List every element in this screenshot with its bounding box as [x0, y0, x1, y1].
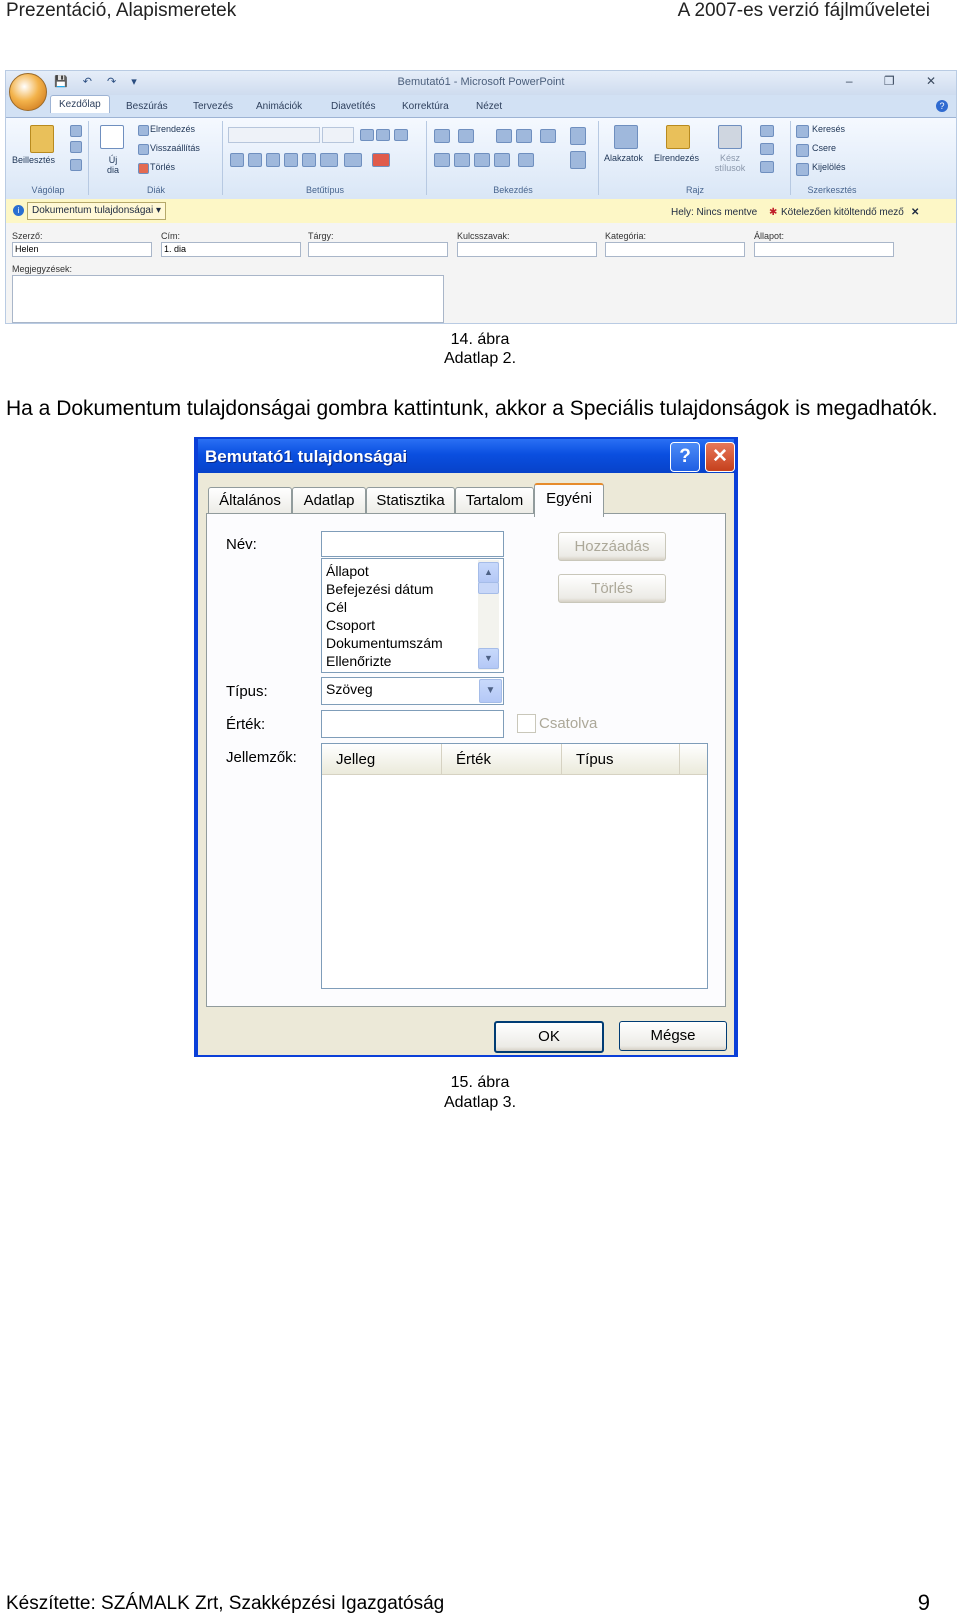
tab-diavetites[interactable]: Diavetítés [331, 101, 376, 112]
decrease-indent-icon[interactable] [496, 129, 512, 143]
status-label: Állapot: [754, 231, 785, 241]
required-field-note: Kötelezően kitöltendő mező [781, 207, 904, 218]
tab-adatlap[interactable]: Adatlap [292, 487, 366, 514]
delete-slide-label[interactable]: Törlés [150, 162, 176, 172]
figure-14-number: 14. ábra [450, 331, 510, 348]
change-case-icon[interactable] [344, 153, 362, 167]
link-checkbox[interactable] [517, 714, 536, 733]
header-left: Prezentáció, Alapismeretek [6, 0, 237, 21]
figure-14-title: Adatlap 2. [443, 350, 517, 367]
status-field[interactable] [754, 242, 894, 257]
font-name-combo[interactable] [228, 127, 320, 143]
tab-beszuras[interactable]: Beszúrás [126, 101, 168, 112]
bold-icon[interactable] [230, 153, 244, 167]
tab-nezet[interactable]: Nézet [476, 101, 503, 112]
numbering-icon[interactable] [458, 129, 474, 143]
dialog-title: Bemutató1 tulajdonságai [205, 447, 408, 466]
figure-15-number: 15. ábra [450, 1074, 510, 1091]
copy-icon[interactable] [70, 141, 82, 153]
tab-statisztika[interactable]: Statisztika [366, 487, 455, 514]
shapes-label[interactable]: Alakzatok [604, 153, 644, 163]
cancel-button[interactable]: Mégse [619, 1021, 727, 1051]
shape-effects-icon[interactable] [760, 161, 774, 173]
shrink-font-icon[interactable] [376, 129, 390, 141]
group-label-editing: Szerkesztés [807, 185, 857, 195]
properties-list-header [322, 744, 707, 775]
author-label: Szerző: [12, 231, 43, 241]
list-item[interactable]: Dokumentumszám [326, 635, 443, 651]
reset-icon[interactable] [138, 144, 149, 155]
column-header-ertek[interactable]: Érték [442, 744, 562, 774]
office-button-icon[interactable] [9, 73, 47, 111]
document-properties-label: Dokumentum tulajdonságai [32, 205, 154, 216]
group-label-slides: Diák [146, 185, 165, 195]
group-font [224, 121, 427, 195]
bullets-icon[interactable] [434, 129, 450, 143]
author-field[interactable]: Helen [12, 242, 152, 257]
tab-korrektura[interactable]: Korrektúra [402, 101, 449, 112]
category-field[interactable] [605, 242, 745, 257]
keywords-field[interactable] [457, 242, 597, 257]
paste-icon[interactable] [30, 125, 54, 153]
align-center-icon[interactable] [454, 153, 470, 167]
group-label-clipboard: Vágólap [31, 185, 65, 195]
line-spacing-icon[interactable] [540, 129, 556, 143]
replace-label[interactable]: Csere [812, 143, 837, 153]
window-title: Bemutató1 - Microsoft PowerPoint [397, 76, 565, 88]
find-icon[interactable] [796, 125, 809, 138]
delete-button[interactable]: Törlés [558, 574, 666, 603]
close-icon[interactable]: ✕ [705, 442, 735, 472]
subject-label: Tárgy: [308, 231, 334, 241]
chevron-down-icon[interactable]: ▼ [479, 679, 502, 703]
justify-icon[interactable] [494, 153, 510, 167]
italic-icon[interactable] [248, 153, 262, 167]
required-asterisk-icon: ✱ [769, 207, 778, 218]
title-field[interactable]: 1. dia [161, 242, 301, 257]
list-item[interactable]: Cél [326, 599, 348, 615]
document-properties-button[interactable]: Dokumentum tulajdonságai ▾ [27, 202, 166, 220]
group-label-font: Betűtípus [305, 185, 345, 195]
columns-icon[interactable] [518, 153, 534, 167]
list-item[interactable]: Csoport [326, 617, 376, 633]
delete-slide-icon[interactable] [138, 163, 149, 174]
list-item[interactable]: Állapot [326, 563, 369, 579]
group-clipboard [8, 121, 89, 195]
layout-label[interactable]: Elrendezés [150, 124, 196, 134]
arrange-label[interactable]: Elrendezés [654, 153, 700, 163]
column-header-jelleg[interactable]: Jelleg [322, 744, 442, 774]
body-paragraph: Ha a Dokumentum tulajdonságai gombra kattintunk, akkor a Speciális tulajdonságok is megadhatók. [6, 397, 938, 420]
type-select[interactable] [321, 677, 504, 705]
figure-15-title: Adatlap 3. [443, 1094, 517, 1111]
quick-access-toolbar[interactable]: 💾 ↶ ↷ ▾ [54, 76, 143, 88]
help-icon[interactable]: ? [936, 100, 948, 112]
new-slide-icon[interactable] [100, 125, 124, 149]
close-panel-icon[interactable]: ✕ [911, 207, 920, 218]
category-label: Kategória: [605, 231, 647, 241]
subject-field[interactable] [308, 242, 448, 257]
group-label-paragraph: Bekezdés [493, 185, 533, 195]
align-left-icon[interactable] [434, 153, 450, 167]
tab-kezdolap[interactable]: Kezdőlap [50, 95, 110, 113]
type-select-value: Szöveg [326, 681, 373, 697]
notes-label: Megjegyzések: [12, 264, 73, 274]
tab-tervezes[interactable]: Tervezés [193, 101, 234, 112]
group-paragraph [428, 121, 599, 195]
strikethrough-icon[interactable] [284, 153, 298, 167]
increase-indent-icon[interactable] [516, 129, 532, 143]
group-editing [792, 121, 872, 195]
list-scrollbar[interactable] [478, 560, 499, 670]
tab-altalanos[interactable]: Általános [208, 487, 292, 514]
ok-button[interactable]: OK [494, 1021, 604, 1053]
text-direction-icon[interactable] [570, 127, 586, 145]
add-button[interactable]: Hozzáadás [558, 532, 666, 561]
notes-field[interactable] [12, 275, 444, 323]
tab-tartalom[interactable]: Tartalom [455, 487, 534, 514]
group-drawing [600, 121, 791, 195]
smartart-icon[interactable] [570, 151, 586, 169]
new-slide-label[interactable]: Új dia [106, 155, 119, 175]
save-location: Hely: Nincs mentve [671, 207, 758, 218]
powerpoint-screenshot [5, 70, 957, 324]
name-label: Név: [226, 536, 257, 553]
info-icon: i [13, 205, 24, 216]
list-item[interactable]: Ellenőrizte [326, 653, 392, 669]
properties-label: Jellemzők: [226, 749, 297, 766]
value-label: Érték: [226, 716, 266, 733]
shape-fill-icon[interactable] [760, 125, 774, 137]
quick-styles-icon[interactable] [718, 125, 742, 149]
arrange-icon[interactable] [666, 125, 690, 149]
font-color-icon[interactable] [372, 153, 390, 167]
scroll-down-icon[interactable]: ▼ [478, 648, 499, 669]
list-item[interactable]: Befejezési dátum [326, 581, 434, 597]
layout-icon[interactable] [138, 125, 149, 136]
scroll-thumb[interactable] [478, 582, 499, 594]
footer-author: Készítette: SZÁMALK Zrt, Szakképzési Igazgatóság [6, 1593, 445, 1614]
name-input[interactable] [321, 531, 504, 557]
grow-font-icon[interactable] [360, 129, 374, 141]
select-label[interactable]: Kijelölés [812, 162, 846, 172]
column-header-tipus[interactable]: Típus [562, 744, 680, 774]
replace-icon[interactable] [796, 144, 809, 157]
align-right-icon[interactable] [474, 153, 490, 167]
page-number: 9 [917, 1590, 930, 1615]
tab-egyeni[interactable]: Egyéni [534, 483, 604, 517]
reset-label[interactable]: Visszaállítás [150, 143, 200, 153]
paste-label[interactable]: Beillesztés [12, 155, 56, 165]
header-right: A 2007-es verzió fájlműveletei [677, 0, 930, 21]
group-slides [90, 121, 223, 195]
quick-styles-label[interactable]: Kész stílusok [714, 153, 746, 173]
keywords-label: Kulcsszavak: [457, 231, 510, 241]
name-list[interactable] [321, 558, 504, 673]
help-icon[interactable]: ? [670, 442, 700, 472]
spacing-icon[interactable] [320, 153, 338, 167]
select-icon[interactable] [796, 163, 809, 176]
scroll-up-icon[interactable]: ▲ [478, 562, 499, 583]
title-label: Cím: [161, 231, 180, 241]
shape-outline-icon[interactable] [760, 143, 774, 155]
type-label: Típus: [226, 683, 268, 700]
shadow-icon[interactable] [302, 153, 316, 167]
value-input[interactable] [321, 710, 504, 738]
font-size-combo[interactable] [322, 127, 354, 143]
properties-list[interactable] [321, 743, 708, 989]
link-checkbox-label: Csatolva [539, 715, 598, 732]
cut-icon[interactable] [70, 125, 82, 137]
window-controls[interactable]: – ❐ ✕ [845, 74, 950, 88]
shapes-icon[interactable] [614, 125, 638, 149]
underline-icon[interactable] [266, 153, 280, 167]
format-painter-icon[interactable] [70, 159, 82, 171]
clear-format-icon[interactable] [394, 129, 408, 141]
group-label-drawing: Rajz [685, 185, 704, 195]
find-label[interactable]: Keresés [812, 124, 846, 134]
tab-animaciok[interactable]: Animációk [256, 101, 303, 112]
